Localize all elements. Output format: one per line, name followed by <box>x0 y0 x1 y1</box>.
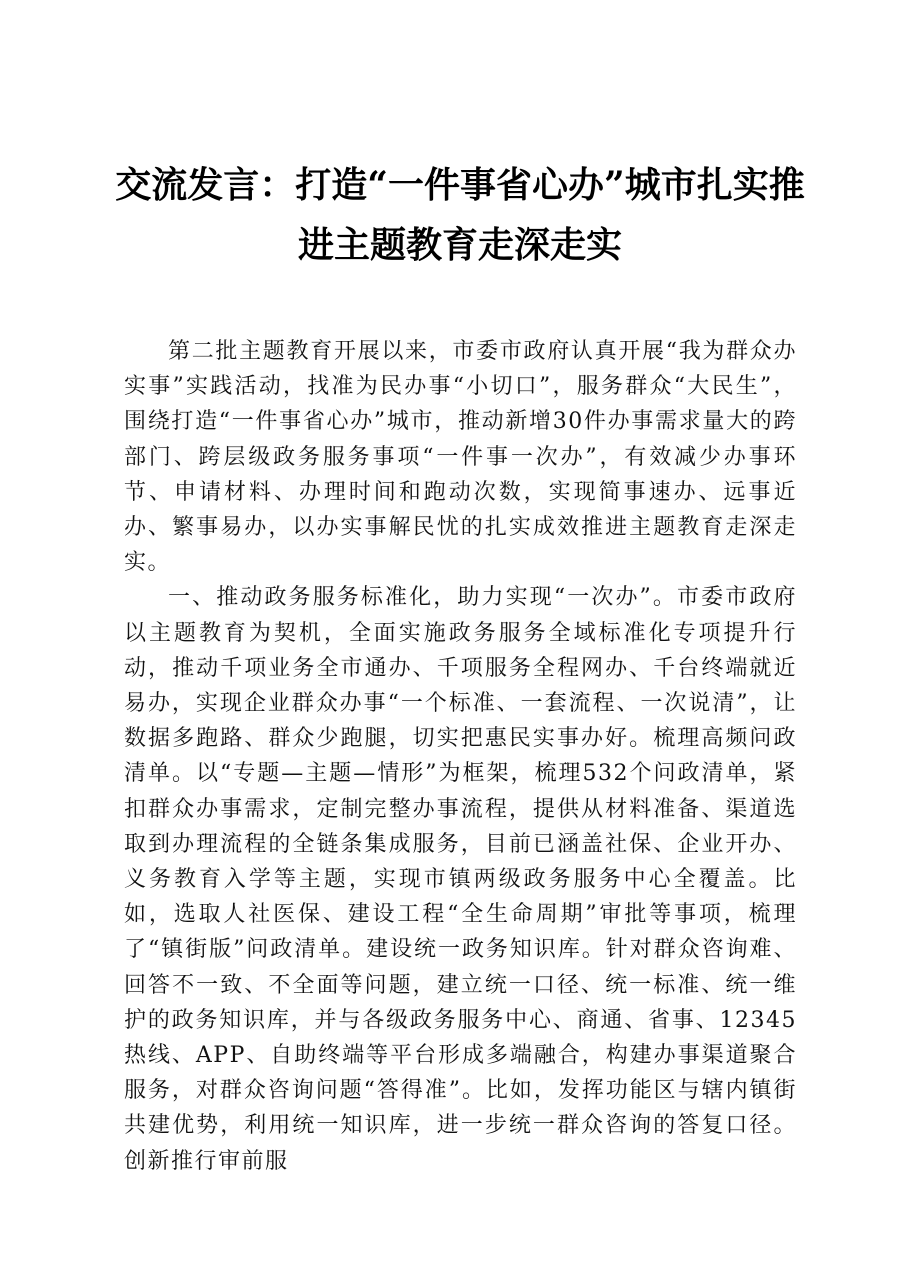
title-line-2: 进主题教育走深走实 <box>297 224 622 266</box>
paragraph-intro: 第二批主题教育开展以来，市委市政府认真开展“我为群众办实事”实践活动，找准为民办事“小切口”，服务群众“大民生”，围绕打造“一件事省心办”城市，推动新增30件办事需求量大的跨部门、跨层级政务服务事项“一件事一次办”，有效减少办事环节、申请材料、办理时间和跑动次数，实现简事速办、远事近办、繁事易办，以办实事解民忧的扎实成效推进主题教育走深走实。 <box>124 339 797 576</box>
paragraph-section-1: 一、推动政务服务标准化，助力实现“一次办”。市委市政府以主题教育为契机，全面实施政务服务全域标准化专项提升行动，推动千项业务全市通办、千项服务全程网办、千台终端就近易办，实现企业群众办事“一个标准、一套流程、一次说清”，让数据多跑路、群众少跑腿，切实把惠民实事办好。梳理高频问政清单。以“专题—主题—情形”为框架，梳理532个问政清单，紧扣群众办事需求，定制完整办事流程，提供从材料准备、渠道选取到办理流程的全链条集成服务，目前已涵盖社保、企业开办、义务教育入学等主题，实现市镇两级政务服务中心全覆盖。比如，选取人社医保、建设工程“全生命周期”审批等事项，梳理了“镇街版”问政清单。建设统一政务知识库。针对群众咨询难、回答不一致、不全面等问题，建立统一口径、统一标准、统一维护的政务知识库，并与各级政务服务中心、商通、省事、12345热线、APP、自助终端等平台形成多端融合，构建办事渠道聚合服务，对群众咨询问题“答得准”。比如，发挥功能区与辖内镇街共建优势，利用统一知识库，进一步统一群众咨询的答复口径。创新推行审前服 <box>124 585 797 1174</box>
document-title <box>115 155 805 275</box>
document-body <box>124 334 797 1179</box>
title-line-1: 交流发言：打造“一件事省心办”城市扎实推 <box>115 164 805 206</box>
